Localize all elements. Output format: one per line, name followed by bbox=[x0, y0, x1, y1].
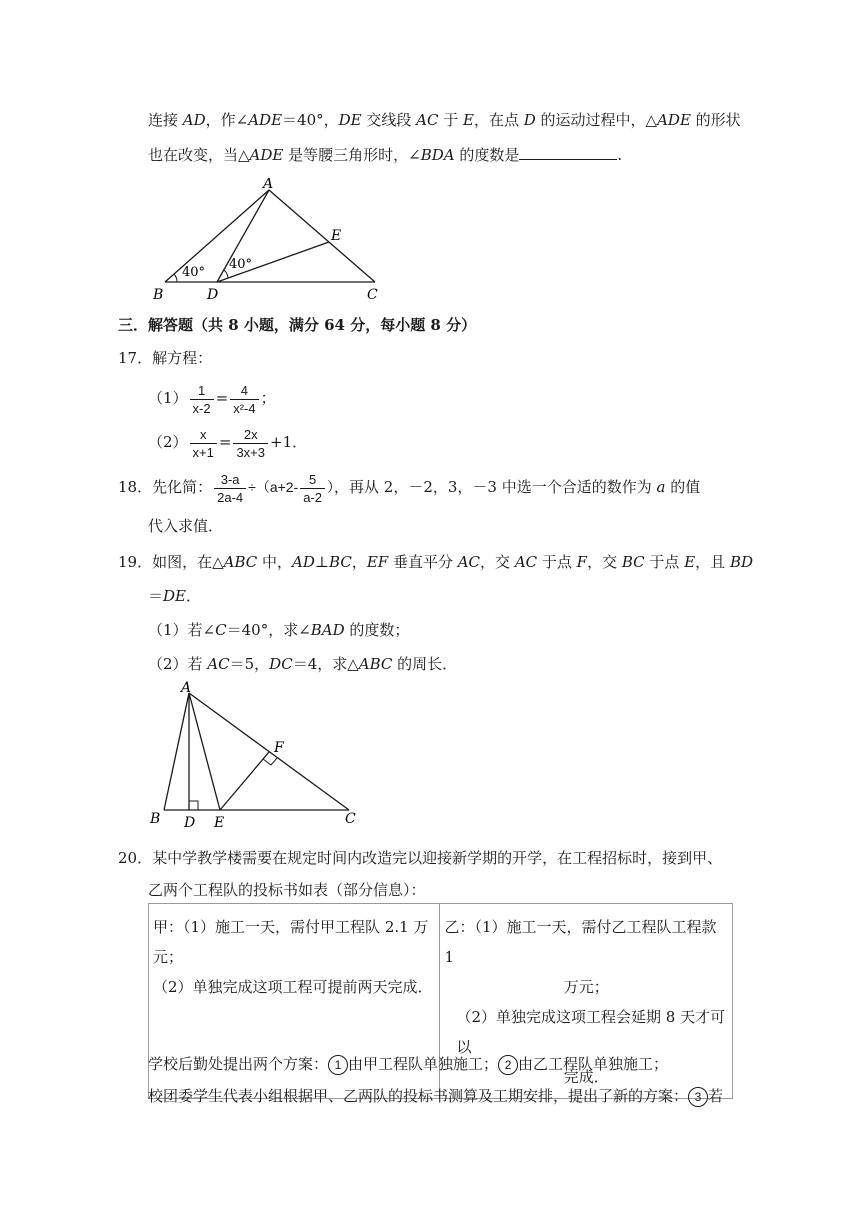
q16-line-2: 也在改变，当△ADE 是等腰三角形时，∠BDA 的度数是 . bbox=[148, 146, 623, 164]
bid-table-cell-yi: 乙：（1）施工一天，需付乙工程队工程款 1 万元； （2）单独完成这项工程会延期 8 天才可以 完成． bbox=[440, 904, 733, 1099]
q16-vertex-c: C bbox=[367, 287, 378, 302]
q17-stem: 17．解方程： bbox=[118, 349, 213, 367]
q19-vertex-b: B bbox=[150, 811, 161, 827]
q20-line-2: 乙两个工程队的投标书如表（部分信息）： bbox=[148, 881, 426, 899]
bid-table-cell-jia: 甲：（1）施工一天，需付甲工程队 2.1 万元； （2）单独完成这项工程可提前两天完成． bbox=[149, 904, 440, 1099]
q16-vertex-e: E bbox=[331, 228, 342, 244]
q18-line-2: 代入求值． bbox=[148, 517, 224, 535]
q16-vertex-d: D bbox=[207, 287, 219, 302]
q17-p2-rhs-fraction: $\frac{2x}{3x+3}$ bbox=[233, 426, 268, 461]
q19-line-2: ＝DE． bbox=[148, 587, 202, 605]
q19-vertex-e: E bbox=[214, 815, 225, 830]
q16-line-1: 连接 AD，作∠ADE＝40°，DE 交线段 AC 于 E，在点 D 的运动过程中，△ADE 的形状 bbox=[148, 111, 741, 129]
q20-last-line: 校团委学生代表小组根据甲、乙两队的投标书测算及工期安排，提出了新的方案： 3 若 bbox=[148, 1087, 724, 1105]
circled-number-1: 1 bbox=[328, 1055, 348, 1075]
q17-part-1: （1） $\frac{1}{x-2}$ = $\frac{4}{\text{x²-4}}$ ； bbox=[148, 382, 276, 416]
answer-blank bbox=[519, 145, 617, 160]
circled-number-2: 2 bbox=[498, 1055, 518, 1075]
q19-line-1: 19．如图，在△ABC 中，AD⊥BC，EF 垂直平分 AC，交 AC 于点 F，交 BC 于点 E，且 BD bbox=[118, 553, 753, 571]
circled-number-3: 3 bbox=[688, 1087, 708, 1107]
q18-line-1: 18．先化简： $\frac{3-a}{2a-4}$ ÷（a+2- $\frac{5}{a-2}$ ），再从 2，－2，3，－3 中选一个合适的数作为 a 的值 bbox=[118, 471, 701, 505]
q19-triangle-figure bbox=[144, 680, 364, 830]
q19-vertex-c: C bbox=[345, 811, 356, 827]
q16-triangle-figure bbox=[145, 178, 385, 302]
q19-part-1: （1）若∠C＝40°，求∠BAD 的度数； bbox=[148, 621, 410, 639]
q19-vertex-f: F bbox=[274, 740, 284, 756]
q19-vertex-a: A bbox=[181, 680, 192, 696]
q17-p1-rhs-fraction: $\frac{4}{\text{x²-4}}$ bbox=[230, 382, 258, 417]
q18-fraction-1: $\frac{3-a}{2a-4}$ bbox=[214, 471, 246, 506]
q17-p1-lhs-fraction: $\frac{1}{x-2}$ bbox=[190, 382, 214, 417]
q20-line-1: 20．某中学教学楼需要在规定时间内改造完以迎接新学期的开学，在工程招标时，接到甲、 bbox=[118, 849, 723, 867]
q16-vertex-b: B bbox=[153, 287, 164, 302]
q17-part-2: （2） $\frac{x}{x+1}$ = $\frac{2x}{3x+3}$ +1． bbox=[148, 426, 308, 460]
q20-plans-line: 学校后勤处提出两个方案： 1 由甲工程队单独施工； 2 由乙工程队单独施工； bbox=[148, 1055, 669, 1073]
section-3-title: 三．解答题（共 8 小题，满分 64 分，每小题 8 分） bbox=[118, 316, 477, 334]
q19-part-2: （2）若 AC＝5，DC＝4，求△ABC 的周长． bbox=[148, 655, 458, 673]
q16-angle-d-label: 40° bbox=[229, 257, 253, 272]
q16-vertex-a: A bbox=[263, 178, 274, 192]
q16-angle-b-label: 40° bbox=[182, 265, 206, 280]
q18-fraction-2: $\frac{5}{a-2}$ bbox=[300, 471, 325, 506]
q17-p2-lhs-fraction: $\frac{x}{x+1}$ bbox=[190, 426, 217, 461]
q19-vertex-d: D bbox=[184, 815, 196, 830]
